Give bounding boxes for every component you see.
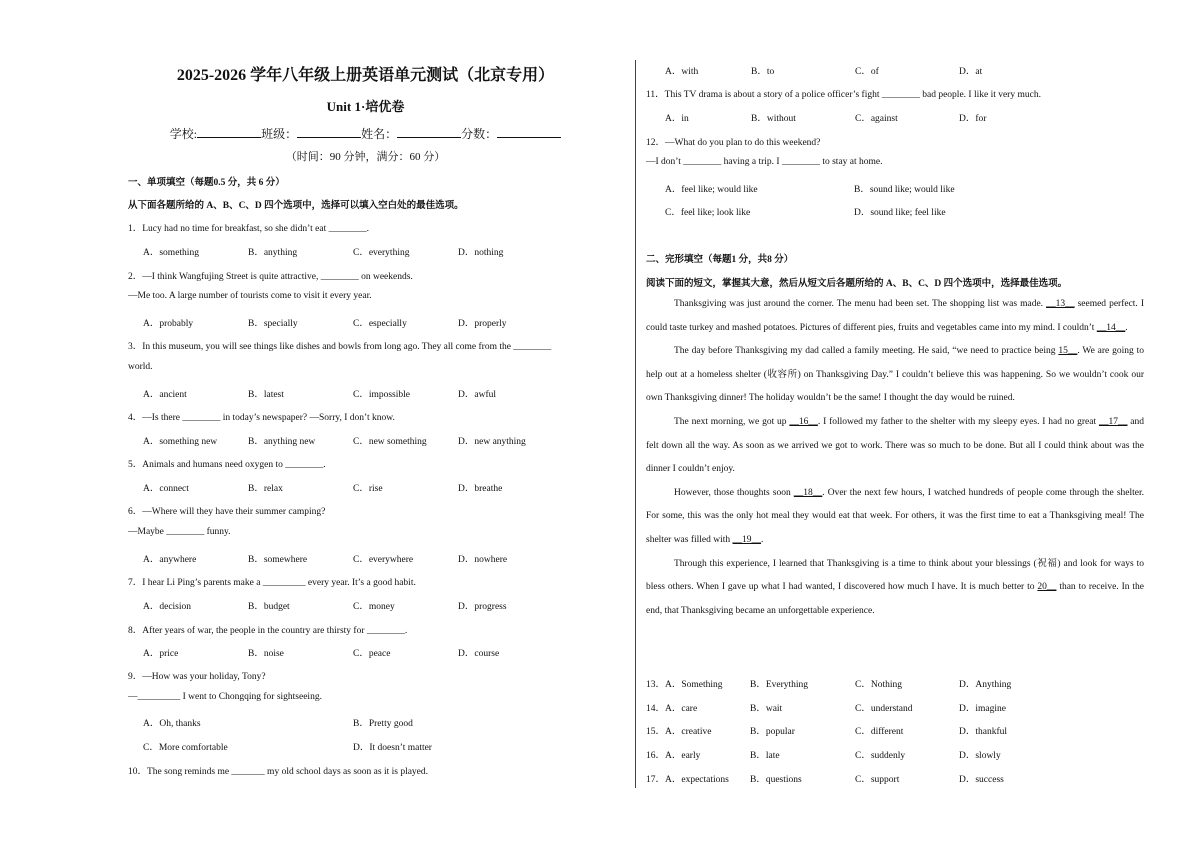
question-3-option-a: A．ancient	[143, 390, 187, 400]
question-4-option-c: C．new something	[353, 437, 427, 447]
question-2-line-1: 2．—I think Wangfujing Street is quite attractive, ________ on weekends.	[128, 272, 413, 282]
question-11-option-c: C．against	[855, 114, 898, 124]
question-8-option-d: D．course	[458, 649, 500, 659]
question-4-option-d: D．new anything	[458, 437, 526, 447]
passage-text: However, those thoughts soon	[674, 487, 794, 498]
passage-text: Thanksgiving was just around the corner. The menu had been set. The shopping list was made.	[674, 299, 1047, 309]
question-1-option-d: D．nothing	[458, 248, 504, 258]
blank-number: __18__	[793, 487, 823, 498]
question-12-line-2: —I don’t ________ having a trip. I ________ to stay at home.	[646, 157, 883, 167]
cloze-question-14-option-d: D．imagine	[959, 704, 1006, 714]
question-10-option-a: A．with	[665, 67, 699, 77]
blank-number: __17__	[1098, 416, 1128, 427]
question-2-line-2: —Me too. A large number of tourists come to visit it every year.	[128, 291, 372, 301]
question-11-option-d: D．for	[959, 114, 987, 124]
field-class-blank[interactable]	[297, 126, 361, 138]
cloze-question-17-option-a: 17．A．expectations	[646, 775, 729, 785]
question-8-option-b: B．noise	[248, 649, 284, 659]
question-3-option-d: D．awful	[458, 390, 496, 400]
question-8-option-a: A．price	[143, 649, 179, 659]
question-3-line-1: 3．In this museum, you will see things like dishes and bowls from long ago. They all come from the ________	[128, 342, 552, 352]
question-10-option-d: D．at	[959, 67, 983, 77]
question-4-option-b: B．anything new	[248, 437, 316, 447]
cloze-question-13-option-d: D．Anything	[959, 680, 1012, 690]
field-school-blank[interactable]	[197, 126, 261, 138]
question-6-line-2: —Maybe ________ funny.	[128, 527, 231, 537]
question-11-line-1: 11．This TV drama is about a story of a police officer’s fight ________ bad people. I like it very much.	[646, 90, 1041, 100]
cloze-question-15-option-b: B．popular	[750, 727, 795, 737]
question-9-option-a: A．Oh, thanks	[143, 719, 201, 729]
blank-number: __13__	[1046, 299, 1075, 309]
question-5-option-d: D．breathe	[458, 484, 503, 494]
question-5-option-b: B．relax	[248, 484, 283, 494]
question-6-line-1: 6．—Where will they have their summer camping?	[128, 507, 326, 517]
cloze-question-13-option-c: C．Nothing	[855, 680, 902, 690]
field-score-label: 分数：	[461, 127, 498, 141]
question-8-option-c: C．peace	[353, 649, 391, 659]
question-7-option-c: C．money	[353, 602, 395, 612]
passage-text: The day before Thanksgiving my dad called a family meeting. He said, “we need to practice being	[674, 346, 1059, 357]
blank-number: __16__	[789, 416, 818, 427]
field-school-label: 学校:	[169, 127, 198, 141]
cloze-question-16-option-a: 16．A．early	[646, 751, 701, 761]
cloze-question-16-option-c: C．suddenly	[855, 751, 906, 761]
passage-text: than to receive. In the end, that Thanksgiving became an unforgettable experience.	[646, 582, 1144, 616]
question-6-option-c: C．everywhere	[353, 555, 414, 565]
field-class-label: 班级：	[261, 127, 298, 141]
passage-text: Through this experience, I learned that Thanksgiving is a time to think about your blessings (祝福) and look for ways to bless others. When I gave up what I had wanted, I discovered how much I have. It is much better to	[646, 558, 1144, 593]
question-1-line-1: 1．Lucy had no time for breakfast, so she didn’t eat ________.	[128, 224, 369, 234]
question-10-line-1: 10．The song reminds me _______ my old school days as soon as it is played.	[128, 767, 429, 777]
question-1-option-a: A．something	[143, 248, 199, 258]
passage-paragraph	[646, 293, 1144, 340]
cloze-question-17-option-d: D．success	[959, 775, 1004, 785]
cloze-question-14-option-b: B．wait	[750, 704, 783, 714]
question-3-option-b: B．latest	[248, 390, 284, 400]
question-10-option-c: C．of	[855, 67, 879, 77]
cloze-question-16-option-d: D．slowly	[959, 751, 1001, 761]
question-9-option-b: B．Pretty good	[353, 719, 413, 729]
blank-number: 15__	[1058, 346, 1078, 357]
field-name-label: 姓名：	[361, 127, 398, 141]
passage-text: .	[1125, 322, 1128, 333]
question-11-option-a: A．in	[665, 114, 689, 124]
question-11-option-b: B．without	[751, 114, 796, 124]
question-6-option-a: A．anywhere	[143, 555, 197, 565]
blank-number: __14__	[1096, 322, 1126, 333]
blank-number: 20__	[1037, 582, 1057, 593]
passage-paragraph	[646, 482, 1144, 553]
time-info: （时间：90 分钟，满分：60 分）	[285, 151, 446, 163]
cloze-passage	[646, 293, 1144, 623]
question-12-line-1: 12．—What do you plan to do this weekend?	[646, 138, 821, 148]
section1-instruction: 从下面各题所给的 A、B、C、D 四个选项中，选择可以填入空白处的最佳选项。	[128, 201, 464, 211]
cloze-question-17-option-b: B．questions	[750, 775, 802, 785]
question-9-line-2: —_________ I went to Chongqing for sightseeing.	[128, 692, 322, 702]
question-4-option-a: A．something new	[143, 437, 218, 447]
cloze-question-13-option-b: B．Everything	[750, 680, 809, 690]
question-1-option-c: C．everything	[353, 248, 410, 258]
question-12-option-b: B．sound like; would like	[854, 185, 955, 195]
passage-paragraph	[646, 340, 1144, 411]
page-title: 2025-2026 学年八年级上册英语单元测试（北京专用）	[176, 67, 555, 84]
passage-text: .	[761, 534, 764, 545]
question-8-line-1: 8．After years of war, the people in the country are thirsty for ________.	[128, 626, 408, 636]
field-name-blank[interactable]	[397, 126, 461, 138]
question-7-option-b: B．budget	[248, 602, 290, 612]
question-7-option-d: D．progress	[458, 602, 507, 612]
section2-heading: 二、完形填空（每题1 分，共8 分）	[646, 255, 794, 265]
question-2-option-b: B．specially	[248, 319, 298, 329]
cloze-question-14-option-a: 14．A．care	[646, 704, 698, 714]
question-3-line-2: world.	[128, 362, 153, 372]
question-12-option-a: A．feel like; would like	[665, 185, 758, 195]
cloze-question-16-option-b: B．late	[750, 751, 780, 761]
question-4-line-1: 4．—Is there ________ in today’s newspaper? —Sorry, I don’t know.	[128, 413, 395, 423]
section2-instruction: 阅读下面的短文，掌握其大意，然后从短文后各题所给的 A、B、C、D 四个选项中，选择最佳选项。	[646, 279, 1068, 289]
cloze-question-15-option-c: C．different	[855, 727, 904, 737]
question-12-option-c: C．feel like; look like	[665, 208, 751, 218]
question-1-option-b: B．anything	[248, 248, 298, 258]
question-12-option-d: D．sound like; feel like	[854, 208, 946, 218]
cloze-question-17-option-c: C．support	[855, 775, 900, 785]
passage-text: The next morning, we got up	[674, 416, 790, 427]
question-2-option-d: D．properly	[458, 319, 507, 329]
question-7-option-a: A．decision	[143, 602, 192, 612]
question-5-line-1: 5．Animals and humans need oxygen to ________.	[128, 460, 326, 470]
passage-text: . Over the next few hours, I watched hundreds of people come through the shelter. For some, this was the only hot meal they would eat that week. For others, it was the first time to eat a Thanksgiving meal! The shelter was filled with	[646, 487, 1144, 545]
field-score-blank[interactable]	[497, 126, 561, 138]
cloze-question-15-option-a: 15．A．creative	[646, 727, 712, 737]
question-5-option-c: C．rise	[353, 484, 383, 494]
question-9-line-1: 9．—How was your holiday, Tony?	[128, 672, 266, 682]
passage-text: seemed perfect. I could taste turkey and mashed potatoes. Pictures of different pies, fruits and vegetables came into my mind. I couldn’t	[646, 299, 1144, 333]
question-2-option-a: A．probably	[143, 319, 194, 329]
cloze-question-13-option-a: 13．A．Something	[646, 680, 723, 690]
passage-text: . We are going to help out at a homeless shelter (收容所) on Thanksgiving Day.” I couldn’t believe this was happening. So we wouldn’t cook our own Thanksgiving dinner! The holiday wouldn’t be the same! I thought the day would be ruined.	[646, 346, 1144, 404]
cloze-question-15-option-d: D．thankful	[959, 727, 1008, 737]
section1-heading: 一、单项填空（每题0.5 分，共 6 分）	[128, 178, 285, 188]
blank-number: __19__	[732, 534, 762, 545]
column-divider	[635, 60, 636, 788]
page-subtitle: Unit 1·培优卷	[326, 99, 405, 114]
question-9-option-c: C．More comfortable	[143, 743, 228, 753]
question-6-option-b: B．somewhere	[248, 555, 308, 565]
question-2-option-c: C．especially	[353, 319, 407, 329]
question-3-option-c: C．impossible	[353, 390, 411, 400]
passage-paragraph	[646, 411, 1144, 482]
question-5-option-a: A．connect	[143, 484, 189, 494]
passage-text: and felt down all the way. As soon as we arrived we got to work. There was so much to be done. But all I could think about was the dinner I couldn’t enjoy.	[646, 416, 1144, 475]
question-9-option-d: D．It doesn’t matter	[353, 743, 432, 753]
question-6-option-d: D．nowhere	[458, 555, 508, 565]
question-10-option-b: B．to	[751, 67, 775, 77]
cloze-question-14-option-c: C．understand	[855, 704, 913, 714]
question-7-line-1: 7．I hear Li Ping’s parents make a _________ every year. It’s a good habit.	[128, 578, 416, 588]
passage-paragraph	[646, 553, 1144, 624]
passage-text: . I followed my father to the shelter with my sleepy eyes. I had no great	[817, 416, 1099, 427]
student-info-fields	[128, 125, 603, 142]
